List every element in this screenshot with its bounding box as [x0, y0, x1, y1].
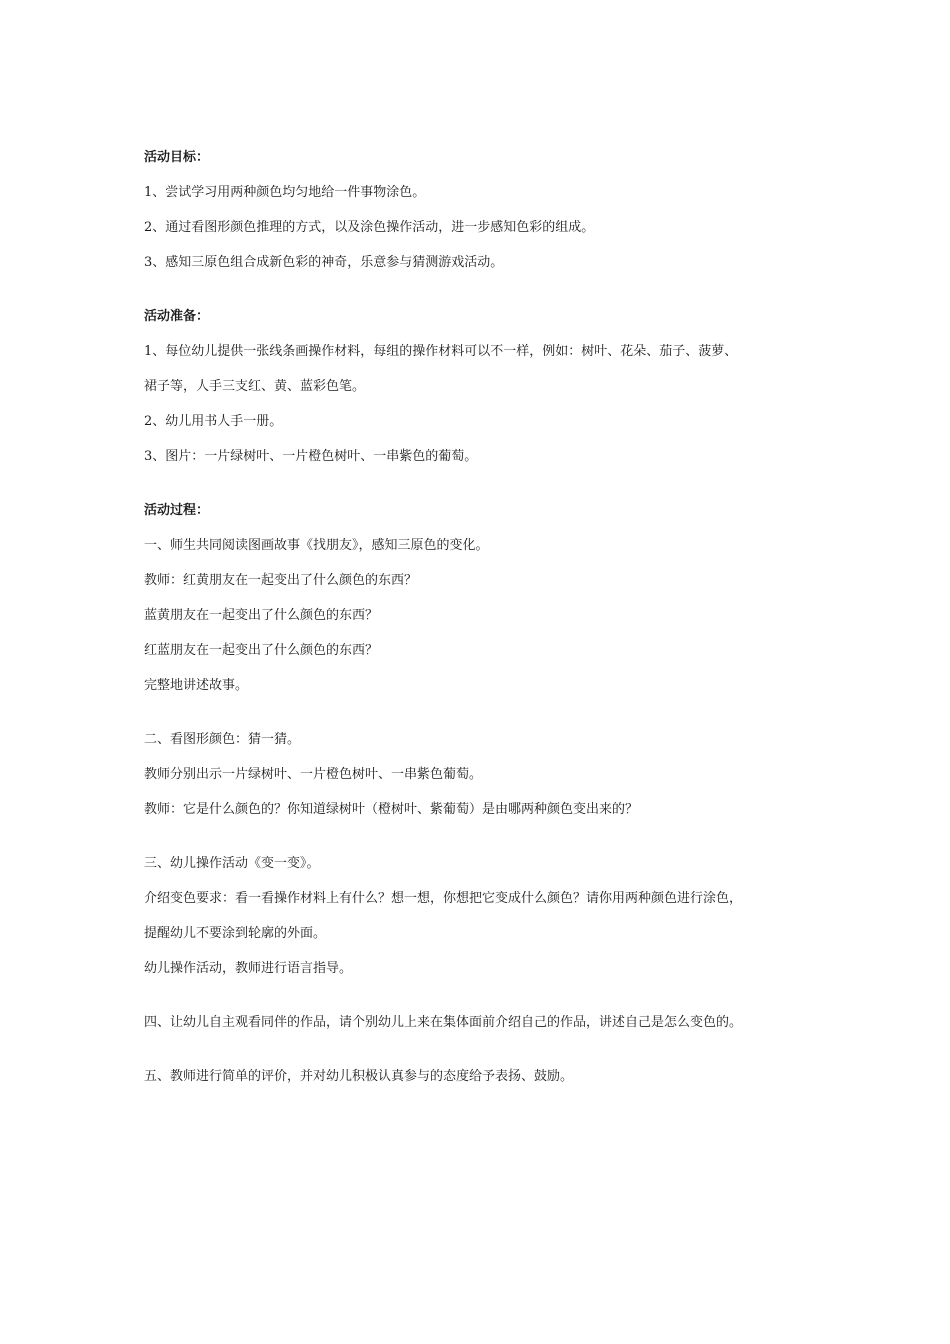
spacer: [144, 703, 814, 722]
preparation-line-1: 1、每位幼儿提供一张线条画操作材料，每组的操作材料可以不一样，例如：树叶、花朵、茄子、菠萝、: [144, 344, 738, 359]
process-step-1-title: 一、师生共同阅读图画故事《找朋友》，感知三原色的变化。: [144, 538, 489, 553]
section-heading-goals: 活动目标：: [144, 150, 210, 165]
preparation-line-2: 2、幼儿用书人手一册。: [144, 414, 283, 429]
process-step-3-line: 提醒幼儿不要涂到轮廓的外面。: [144, 926, 327, 941]
process-step-5: 五、教师进行简单的评价，并对幼儿积极认真参与的态度给予表扬、鼓励。: [144, 1069, 574, 1084]
spacer: [144, 474, 814, 493]
preparation-line-1-cont: 裙子等，人手三支红、黄、蓝彩色笔。: [144, 379, 366, 394]
process-step-1-line: 蓝黄朋友在一起变出了什么颜色的东西？: [144, 608, 379, 623]
process-step-1-line: 教师：红黄朋友在一起变出了什么颜色的东西？: [144, 573, 418, 588]
process-step-3-line: 介绍变色要求：看一看操作材料上有什么？想一想，你想把它变成什么颜色？请你用两种颜色进行涂色，: [144, 891, 743, 906]
process-step-2-line: 教师分别出示一片绿树叶、一片橙色树叶、一串紫色葡萄。: [144, 767, 483, 782]
section-heading-preparation: 活动准备：: [144, 309, 210, 324]
process-step-2-title: 二、看图形颜色：猜一猜。: [144, 732, 301, 747]
process-step-4: 四、让幼儿自主观看同伴的作品，请个别幼儿上来在集体面前介绍自己的作品，讲述自己是怎么变色的。: [144, 1015, 743, 1030]
goal-line-1: 1、尝试学习用两种颜色均匀地给一件事物涂色。: [144, 185, 426, 200]
spacer: [144, 1040, 814, 1059]
goal-line-3: 3、感知三原色组合成新色彩的神奇，乐意参与猜测游戏活动。: [144, 255, 504, 270]
section-heading-process: 活动过程：: [144, 503, 210, 518]
document-page: [144, 140, 814, 1094]
process-step-1-line: 红蓝朋友在一起变出了什么颜色的东西？: [144, 643, 379, 658]
spacer: [144, 827, 814, 846]
process-step-2-line: 教师：它是什么颜色的？你知道绿树叶（橙树叶、紫葡萄）是由哪两种颜色变出来的？: [144, 802, 639, 817]
process-step-3-line: 幼儿操作活动，教师进行语言指导。: [144, 961, 353, 976]
process-step-1-line: 完整地讲述故事。: [144, 678, 249, 693]
process-step-3-title: 三、幼儿操作活动《变一变》。: [144, 856, 320, 871]
spacer: [144, 986, 814, 1005]
preparation-line-3: 3、图片：一片绿树叶、一片橙色树叶、一串紫色的葡萄。: [144, 449, 478, 464]
spacer: [144, 280, 814, 299]
goal-line-2: 2、通过看图形颜色推理的方式，以及涂色操作活动，进一步感知色彩的组成。: [144, 220, 595, 235]
